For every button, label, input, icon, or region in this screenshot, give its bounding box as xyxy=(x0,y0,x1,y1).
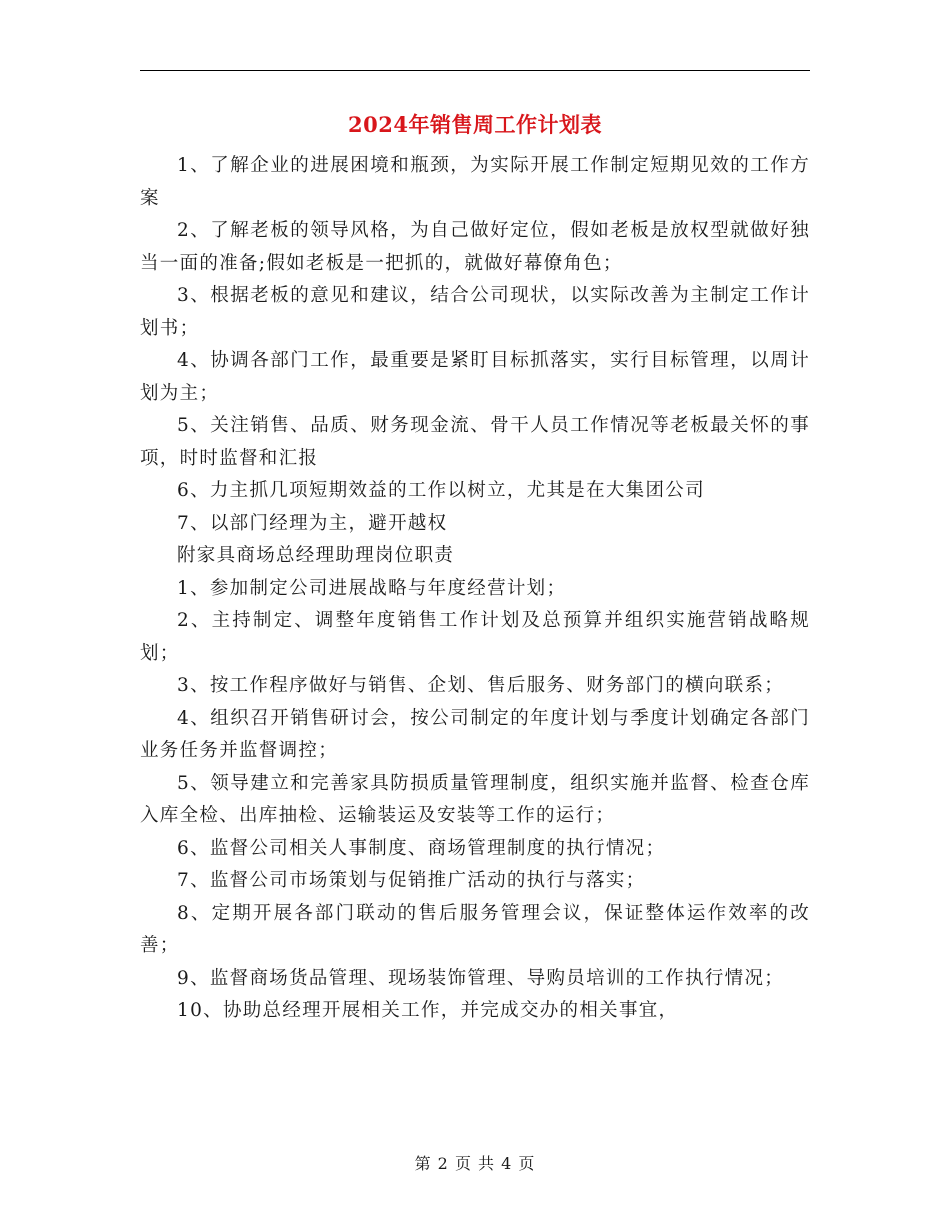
paragraph: 3、按工作程序做好与销售、企划、售后服务、财务部门的横向联系； xyxy=(177,675,785,696)
section-heading: 附家具商场总经理助理岗位职责 xyxy=(177,545,455,566)
paragraph: 9、监督商场货品管理、现场装饰管理、导购员培训的工作执行情况； xyxy=(177,967,785,989)
paragraph: 3、根据老板的意见和建议，结合公司现状，以实际改善为主制定工作计划书； xyxy=(140,285,810,339)
page-number-footer: 第 2 页 共 4 页 xyxy=(414,1154,536,1173)
paragraph: 5、领导建立和完善家具防损质量管理制度，组织实施并监督、检查仓库入库全检、出库抽检、运输装运及安装等工作的运行； xyxy=(140,772,810,826)
paragraph: 1、了解企业的进展困境和瓶颈，为实际开展工作制定短期见效的工作方案 xyxy=(140,155,810,209)
paragraph: 2、主持制定、调整年度销售工作计划及总预算并组织实施营销战略规划； xyxy=(140,610,810,664)
paragraph: 4、协调各部门工作，最重要是紧盯目标抓落实，实行目标管理，以周计划为主； xyxy=(140,350,810,404)
paragraph: 5、关注销售、品质、财务现金流、骨干人员工作情况等老板最关怀的事项，时时监督和汇报 xyxy=(140,415,810,469)
document-body xyxy=(140,150,810,1028)
paragraph: 7、以部门经理为主，避开越权 xyxy=(177,512,448,534)
paragraph: 7、监督公司市场策划与促销推广活动的执行与落实； xyxy=(177,870,646,891)
paragraph: 1、参加制定公司进展战略与年度经营计划； xyxy=(177,577,567,599)
paragraph: 2、了解老板的领导风格，为自己做好定位，假如老板是放权型就做好独当一面的准备;假如老板是一把抓的，就做好幕僚角色； xyxy=(140,220,810,274)
header-rule xyxy=(140,70,810,71)
paragraph: 10、协助总经理开展相关工作，并完成交办的相关事宜， xyxy=(177,1000,679,1021)
document-title: 2024年销售周工作计划表 xyxy=(348,112,602,137)
paragraph: 6、监督公司相关人事制度、商场管理制度的执行情况； xyxy=(177,837,666,859)
paragraph: 4、组织召开销售研讨会，按公司制定的年度计划与季度计划确定各部门业务任务并监督调控； xyxy=(140,707,810,761)
paragraph: 6、力主抓几项短期效益的工作以树立，尤其是在大集团公司 xyxy=(177,480,705,501)
paragraph: 8、定期开展各部门联动的售后服务管理会议，保证整体运作效率的改善； xyxy=(140,902,810,956)
